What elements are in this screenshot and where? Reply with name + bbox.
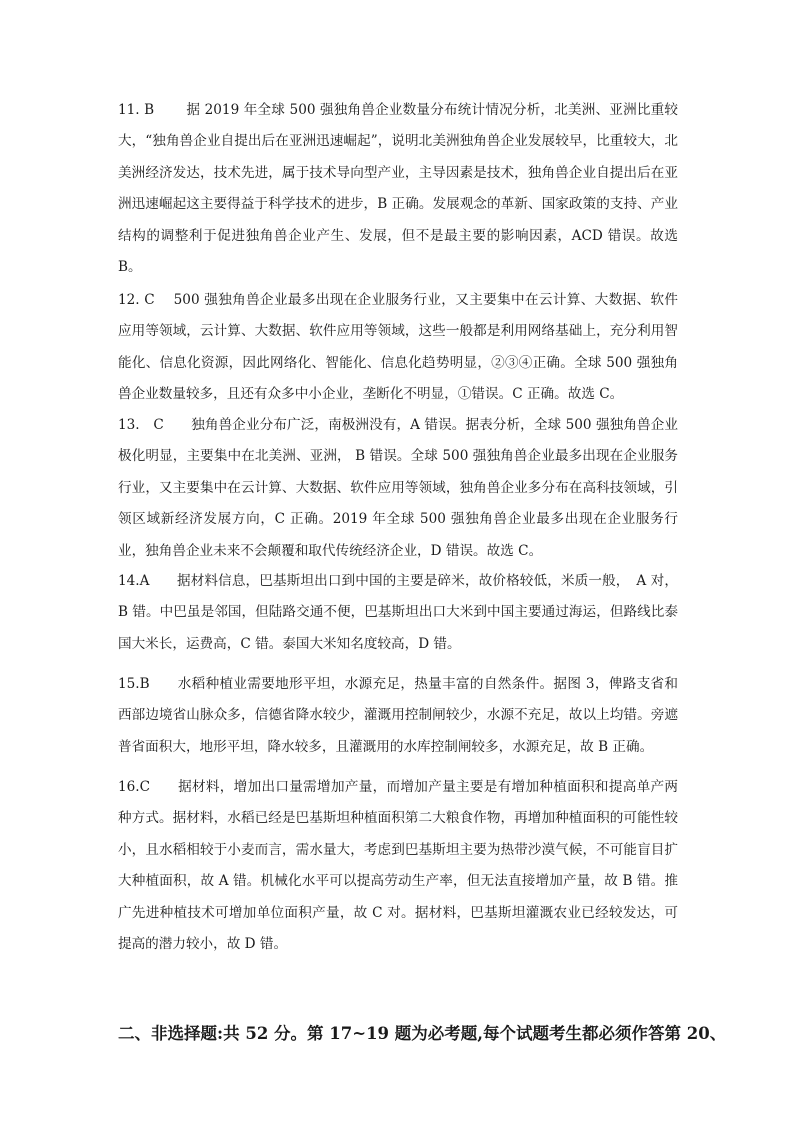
answer-16: 16.C 据材料，增加出口量需增加产量，而增加产量主要是有增加种植面积和提高单产两种方式。据材料，水稻已经是巴基斯坦种植面积第二大粮食作物，再增加种植面积的可能性较小，且水稻相较于小麦而言，需水量大，考虑到巴基斯坦主要为热带沙漠气候，不可能盲目扩大种植面积，故 A 错。机械化水平可以提高劳动生产率，但无法直接增加产量，故 B 错。推广先进种植技术可增加单位面积产量，故 C 对。据材料，巴基斯坦灌溉农业已经较发达，可提高的潜力较小，故 D 错。	[118, 779, 678, 953]
answer-15: 15.B 水稻种植业需要地形平坦，水源充足，热量丰富的自然条件。据图 3，俾路支省和西部边境省山脉众多，信德省降水较少，灌溉用控制闸较少，水源不充足，故以上均错。旁遮普省面积大，地形平坦，降水较多，且灌溉用的水库控制闸较多，水源充足，故 B 正确。	[118, 676, 678, 755]
answer-13: 13. C 独角兽企业分布广泛，南极洲没有，A 错误。据表分析，全球 500 强独角兽企业极化明显，主要集中在北美洲、亚洲， B 错误。全球 500 强独角兽企业最多出现在企业服务行业，又主要集中在云计算、大数据、软件应用等领域，独角兽企业多分布在高科技领域，引领区域新经济发展方向，C 正确。2019 年全球 500 强独角兽企业最多出现在企业服务行业，独角兽企业未来不会颠覆和取代传统经济企业，D 错误。故选 C。	[118, 417, 678, 559]
answer-11: 11. B 据 2019 年全球 500 强独角兽企业数量分布统计情况分析，北美洲、亚洲比重较大，“独角兽企业自提出后在亚洲迅速崛起”，说明北美洲独角兽企业发展较早，比重较大，北美洲经济发达，技术先进，属于技术导向型产业，主导因素是技术，独角兽企业自提出后在亚洲迅速崛起这主要得益于科学技术的进步，B 正确。发展观念的革新、国家政策的支持、产业结构的调整利于促进独角兽企业产生、发展，但不是最主要的影响因素，ACD 错误。故选 B。	[118, 102, 678, 276]
answer-14: 14.A 据材料信息，巴基斯坦出口到中国的主要是碎米，故价格较低，米质一般， A 对，B 错。中巴虽是邻国，但陆路交通不便，巴基斯坦出口大米到中国主要通过海运，但路线比泰国大米长，运费高，C 错。泰国大米知名度较高，D 错。	[118, 573, 678, 652]
answer-12: 12. C 500 强独角兽企业最多出现在企业服务行业，又主要集中在云计算、大数据、软件应用等领域，云计算、大数据、软件应用等领域，这些一般都是利用网络基础上，充分利用智能化、信息化资源，因此网络化、智能化、信息化趋势明显，②③④正确。全球 500 强独角兽企业数量较多，且还有众多中小企业，垄断化不明显，①错误。C 正确。故选 C。	[118, 292, 678, 403]
section-heading: 二、非选择题:共 52 分。第 17~19 题为必考题,每个试题考生都必须作答第 20、	[118, 1024, 727, 1043]
